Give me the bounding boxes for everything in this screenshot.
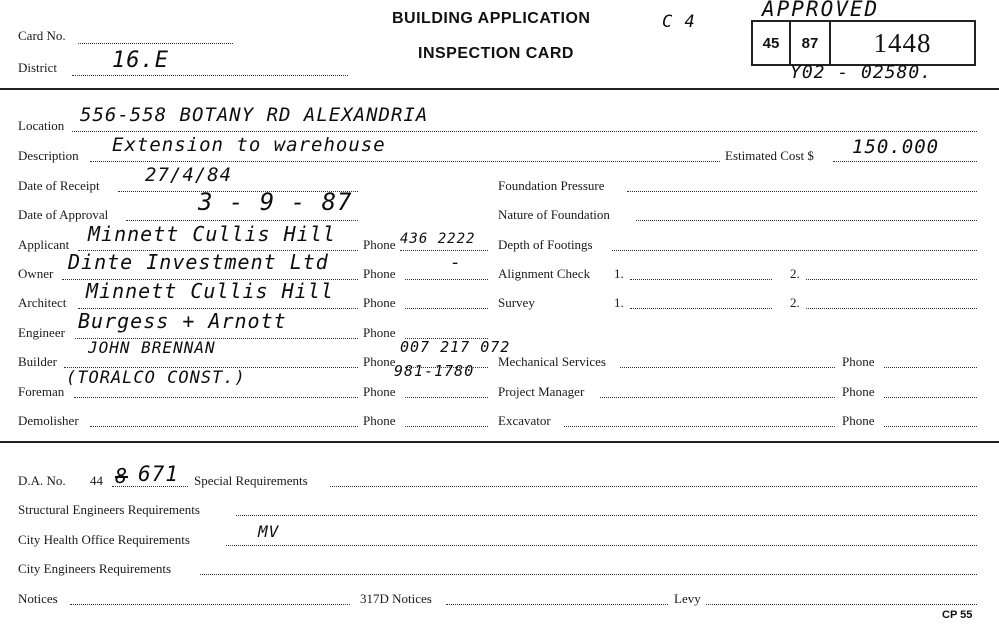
nature-foundation-line	[636, 220, 977, 221]
architect-label: Architect	[18, 295, 67, 310]
description-line	[90, 161, 720, 162]
survey-line-1	[630, 308, 772, 309]
location-value: 556-558 BOTANY RD ALEXANDRIA	[80, 104, 429, 126]
district-value: 16.E	[112, 48, 169, 73]
owner-value: Dinte Investment Ltd	[68, 250, 329, 274]
middle-divider	[0, 441, 999, 443]
foreman-value: (TORALCO CONST.)	[66, 368, 246, 388]
city-health-label: City Health Office Requirements	[18, 532, 190, 547]
builder-value: JOHN BRENNAN	[88, 338, 216, 357]
survey-num-2: 2.	[790, 295, 800, 310]
project-manager-phone-line	[884, 397, 977, 398]
da-value: 671	[138, 462, 179, 486]
foreman-line	[74, 397, 358, 398]
builder-phone-label: Phone	[363, 354, 396, 369]
card-no-label: Card No.	[18, 28, 66, 43]
demolisher-phone-line	[405, 426, 488, 427]
date-approval-label: Date of Approval	[18, 207, 109, 222]
alignment-check-num-2: 2.	[790, 266, 800, 281]
number-box-1-value: 45	[762, 34, 780, 52]
owner-phone-value: -	[450, 252, 462, 273]
number-box-3-value: 1448	[873, 27, 932, 58]
estimated-cost-label: Estimated Cost $	[725, 148, 814, 163]
applicant-phone-line	[400, 250, 488, 251]
survey-line-2	[806, 308, 977, 309]
number-box-1	[751, 20, 791, 66]
city-health-line	[226, 545, 977, 546]
top-divider	[0, 88, 999, 90]
structural-requirements-line	[236, 515, 977, 516]
special-requirements-label: Special Requirements	[194, 473, 308, 488]
card-no-line	[78, 43, 233, 44]
nature-foundation-label: Nature of Foundation	[498, 207, 610, 222]
da-no-line	[112, 486, 188, 487]
excavator-phone-label: Phone	[842, 413, 875, 428]
city-engineers-label: City Engineers Requirements	[18, 561, 172, 576]
title-line-1: BUILDING APPLICATION	[392, 10, 591, 27]
notices-317d-label: 317D Notices	[360, 591, 432, 606]
excavator-line	[564, 426, 835, 427]
foreman-phone-value: 981-1780	[394, 362, 475, 380]
district-line	[72, 75, 348, 76]
description-label: Description	[18, 148, 79, 163]
foreman-phone-label: Phone	[363, 384, 396, 399]
demolisher-phone-label: Phone	[363, 413, 396, 428]
city-health-value: MV	[258, 522, 280, 541]
date-approval-line	[126, 220, 358, 221]
project-manager-label: Project Manager	[498, 384, 585, 399]
number-box-3	[829, 20, 976, 66]
date-receipt-value: 27/4/84	[145, 164, 233, 186]
demolisher-label: Demolisher	[18, 413, 79, 428]
notices-label: Notices	[18, 591, 58, 606]
estimated-cost-line	[833, 161, 977, 162]
foundation-pressure-label: Foundation Pressure	[498, 178, 605, 193]
reference-number: Y02 - 02580.	[790, 62, 933, 83]
applicant-value: Minnett Cullis Hill	[88, 222, 336, 246]
city-engineers-line	[200, 574, 977, 575]
title-line-2: INSPECTION CARD	[418, 45, 574, 62]
depth-footings-label: Depth of Footings	[498, 237, 593, 252]
levy-line	[706, 604, 977, 605]
special-requirements-line	[330, 486, 977, 487]
engineer-phone-label: Phone	[363, 325, 396, 340]
date-approval-value: 3 - 9 - 87	[198, 188, 353, 216]
applicant-phone-value: 436 2222	[400, 231, 476, 247]
owner-phone-label: Phone	[363, 266, 396, 281]
da-prefix: 44	[90, 473, 103, 488]
engineer-value: Burgess + Arnott	[78, 309, 287, 333]
project-manager-phone-label: Phone	[842, 384, 875, 399]
foundation-pressure-line	[627, 191, 977, 192]
date-receipt-label: Date of Receipt	[18, 178, 100, 193]
notices-317d-line	[446, 604, 668, 605]
da-struck-digit: 8	[115, 464, 129, 488]
location-label: Location	[18, 118, 65, 133]
owner-phone-line	[405, 279, 488, 280]
notices-line	[70, 604, 350, 605]
mechanical-phone-line	[884, 367, 977, 368]
corner-mark: C 4	[662, 12, 696, 32]
engineer-label: Engineer	[18, 325, 65, 340]
demolisher-line	[90, 426, 358, 427]
architect-value: Minnett Cullis Hill	[86, 279, 334, 303]
number-box-2-value: 87	[801, 34, 819, 52]
architect-phone-line	[405, 308, 488, 309]
excavator-label: Excavator	[498, 413, 551, 428]
levy-label: Levy	[674, 591, 701, 606]
applicant-phone-label: Phone	[363, 237, 396, 252]
estimated-cost-value: 150.000	[852, 136, 940, 158]
architect-phone-label: Phone	[363, 295, 396, 310]
foreman-phone-line	[405, 397, 488, 398]
mechanical-phone-label: Phone	[842, 354, 875, 369]
da-no-label: D.A. No.	[18, 473, 66, 488]
project-manager-line	[600, 397, 835, 398]
applicant-label: Applicant	[18, 237, 70, 252]
alignment-check-line-1	[630, 279, 772, 280]
alignment-check-line-2	[806, 279, 977, 280]
depth-footings-line	[612, 250, 977, 251]
location-line	[72, 131, 977, 132]
description-value: Extension to warehouse	[112, 134, 386, 156]
builder-label: Builder	[18, 354, 57, 369]
survey-label: Survey	[498, 295, 535, 310]
alignment-check-num-1: 1.	[614, 266, 624, 281]
alignment-check-label: Alignment Check	[498, 266, 591, 281]
builder-phone-value: 007 217 072	[400, 338, 511, 356]
mechanical-services-line	[620, 367, 835, 368]
form-code: CP 55	[942, 609, 973, 621]
structural-requirements-label: Structural Engineers Requirements	[18, 502, 200, 517]
survey-num-1: 1.	[614, 295, 624, 310]
excavator-phone-line	[884, 426, 977, 427]
district-label: District	[18, 60, 57, 75]
number-box-2	[789, 20, 831, 66]
mechanical-services-label: Mechanical Services	[498, 354, 606, 369]
approved-stamp: APPROVED	[762, 0, 880, 21]
owner-label: Owner	[18, 266, 54, 281]
foreman-label: Foreman	[18, 384, 65, 399]
